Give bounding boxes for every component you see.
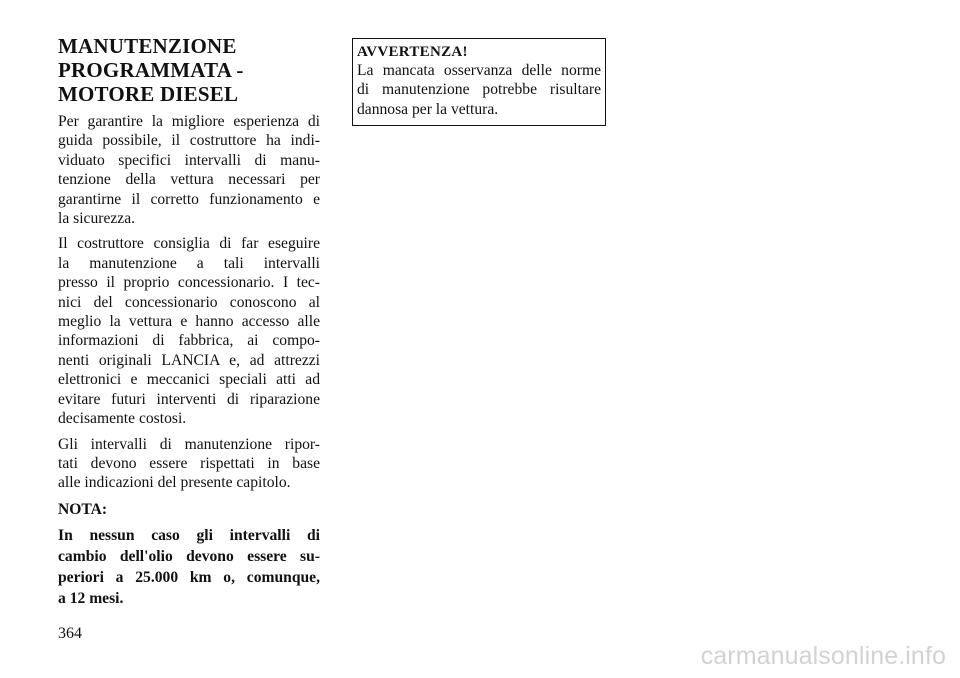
- text-line: alle indicazioni del presente capitolo.: [58, 474, 291, 492]
- text-line: guida possibile, il costruttore ha indi-: [58, 132, 320, 150]
- text-line: la sicurezza.: [58, 210, 136, 228]
- text-line: elettronici e meccanici speciali atti ad: [58, 371, 320, 389]
- intro-paragraph: [58, 112, 320, 228]
- watermark-text: carmanualsonline.info: [700, 642, 946, 670]
- text-line: nici del concessionario conoscono al: [58, 293, 320, 311]
- text-line: decisamente costosi.: [58, 410, 187, 428]
- section-title-line: PROGRAMMATA -: [58, 58, 244, 82]
- dealer-paragraph: [58, 234, 320, 428]
- text-line: tenzione della vettura necessari per: [58, 171, 320, 189]
- warning-title: AVVERTENZA!: [357, 44, 468, 60]
- text-line: meglio la vettura e hanno accesso alle: [58, 313, 320, 331]
- note-line: a 12 mesi.: [58, 590, 124, 608]
- intervals-paragraph: [58, 435, 320, 493]
- note-line: In nessun caso gli intervalli di: [58, 527, 320, 545]
- text-line: tati devono essere rispettati in base: [58, 454, 320, 472]
- warning-box: [352, 38, 606, 126]
- page-number: 364: [58, 625, 82, 642]
- note-line: cambio dell'olio devono essere su-: [58, 548, 320, 566]
- text-line: garantirne il corretto funzionamento e: [58, 190, 320, 208]
- section-title-line: MANUTENZIONE: [58, 34, 237, 58]
- text-line: la manutenzione a tali intervalli: [58, 254, 320, 272]
- warning-line: dannosa per la vettura.: [357, 100, 499, 118]
- text-line: viduato specifici intervalli di manu-: [58, 151, 320, 169]
- text-line: informazioni di fabbrica, ai compo-: [58, 332, 320, 350]
- text-line: evitare futuri interventi di riparazione: [58, 390, 320, 408]
- note-line: periori a 25.000 km o, comunque,: [58, 569, 320, 587]
- note-label: NOTA:: [58, 500, 108, 518]
- text-line: Per garantire la migliore esperienza di: [58, 113, 320, 130]
- text-line: Il costruttore consiglia di far eseguire: [58, 235, 320, 253]
- text-line: presso il proprio concessionario. I tec-: [58, 274, 320, 292]
- text-line: Gli intervalli di manutenzione ripor-: [58, 435, 320, 453]
- warning-text: [357, 61, 601, 119]
- main-text-column: [58, 34, 320, 609]
- text-line: nenti originali LANCIA e, ad attrezzi: [58, 351, 320, 369]
- section-title-line: MOTORE DIESEL: [58, 82, 239, 106]
- section-title: [58, 34, 320, 106]
- warning-line: La mancata osservanza delle norme: [357, 62, 601, 79]
- warning-line: di manutenzione potrebbe risultare: [357, 81, 601, 99]
- note-text: [58, 525, 320, 609]
